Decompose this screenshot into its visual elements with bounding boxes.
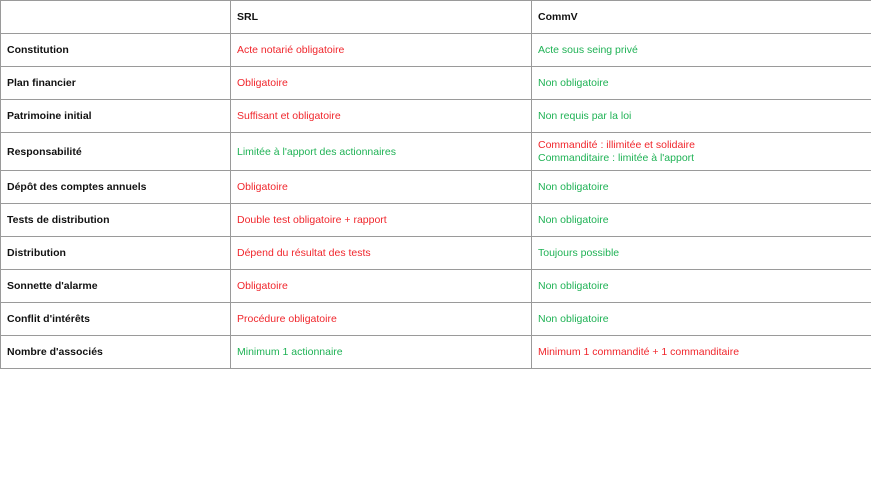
header-commv: CommV [532, 1, 871, 34]
srl-cell: Procédure obligatoire [231, 303, 532, 336]
commv-cell [532, 133, 871, 171]
commv-cell [532, 171, 871, 204]
commv-cell-line: Commandité : illimitée et solidaire [538, 138, 695, 151]
row-label: Tests de distribution [1, 204, 231, 237]
commv-cell [532, 67, 871, 100]
srl-cell: Suffisant et obligatoire [231, 100, 532, 133]
srl-cell: Double test obligatoire + rapport [231, 204, 532, 237]
table-body [1, 34, 871, 369]
srl-cell: Limitée à l'apport des actionnaires [231, 133, 532, 171]
commv-cell [532, 237, 871, 270]
srl-cell: Minimum 1 actionnaire [231, 336, 532, 369]
srl-cell: Dépend du résultat des tests [231, 237, 532, 270]
row-label: Patrimoine initial [1, 100, 231, 133]
table-row [1, 133, 871, 171]
commv-cell [532, 100, 871, 133]
header-row [1, 1, 871, 34]
row-label: Sonnette d'alarme [1, 270, 231, 303]
srl-cell: Obligatoire [231, 67, 532, 100]
row-label: Nombre d'associés [1, 336, 231, 369]
table-row [1, 100, 871, 133]
table-row [1, 336, 871, 369]
commv-cell-line: Toujours possible [538, 246, 620, 259]
commv-cell-line: Non obligatoire [538, 279, 609, 292]
table-row [1, 34, 871, 67]
table-row [1, 237, 871, 270]
table-row [1, 67, 871, 100]
commv-cell-line: Non obligatoire [538, 312, 609, 325]
commv-cell-line: Acte sous seing privé [538, 43, 638, 56]
row-label: Responsabilité [1, 133, 231, 171]
table-row [1, 171, 871, 204]
commv-cell [532, 34, 871, 67]
table-row [1, 303, 871, 336]
row-label: Dépôt des comptes annuels [1, 171, 231, 204]
header-srl: SRL [231, 1, 532, 34]
commv-cell-line: Commanditaire : limitée à l'apport [538, 151, 695, 164]
srl-cell: Obligatoire [231, 171, 532, 204]
srl-cell: Obligatoire [231, 270, 532, 303]
commv-cell [532, 303, 871, 336]
commv-cell [532, 204, 871, 237]
row-label: Distribution [1, 237, 231, 270]
row-label: Constitution [1, 34, 231, 67]
commv-cell-line: Non obligatoire [538, 76, 609, 89]
table-row [1, 204, 871, 237]
commv-cell-line: Non obligatoire [538, 180, 609, 193]
srl-cell: Acte notarié obligatoire [231, 34, 532, 67]
row-label: Plan financier [1, 67, 231, 100]
commv-cell-line: Non obligatoire [538, 213, 609, 226]
commv-cell [532, 270, 871, 303]
header-criteria [1, 1, 231, 34]
commv-cell-line: Non requis par la loi [538, 109, 632, 122]
row-label: Conflit d'intérêts [1, 303, 231, 336]
commv-cell [532, 336, 871, 369]
commv-cell-line: Minimum 1 commandité + 1 commanditaire [538, 345, 740, 358]
table-row [1, 270, 871, 303]
